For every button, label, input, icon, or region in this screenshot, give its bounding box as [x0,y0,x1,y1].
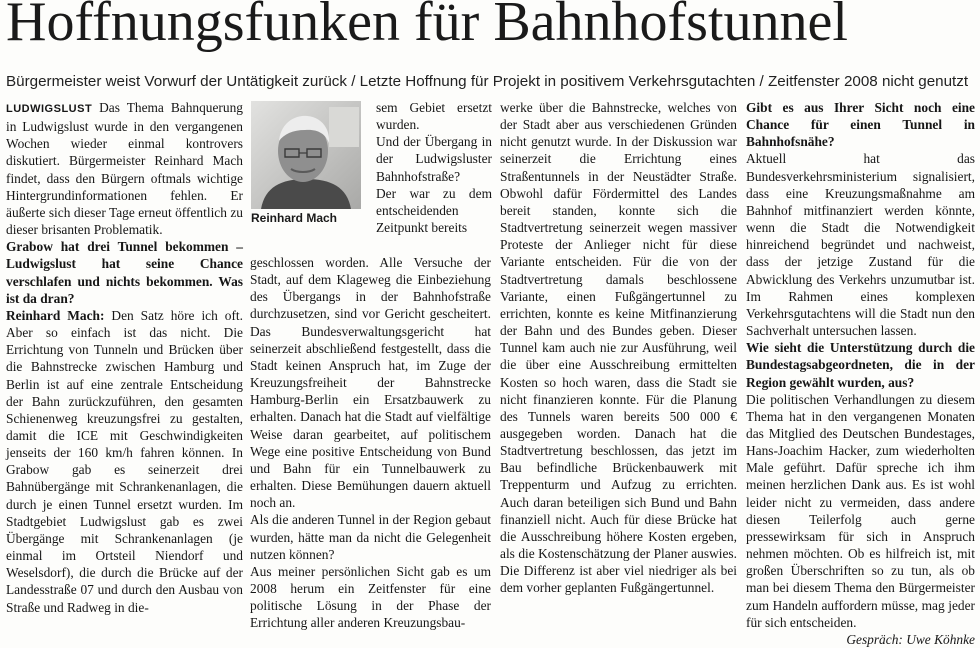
answer-4: Aktuell hat das Bundesverkehrsministerium signalisiert, dass eine Kreuzungsmaßnahme am Bahnhof mitfinanziert werden könnte, wenn die Stadt die Notwendigkeit hinreichend begründet und nachweist, dass der jetzige Zustand für die Abwicklung des Verkehrs unzumutbar ist. Im Rahmen eines komplexen Verkehrsgutachtens will die Stadt nun den Sachverhalt untersuchen lassen. [746,151,975,339]
answer-3: Aus meiner persönlichen Sicht gab es um 2008 herum ein Zeitfenster für eine politische Lösung in der Phase der Errichtung aller anderen Kreuzungsbau- [250,563,491,631]
portrait-photo [251,101,361,209]
photo-caption: Reinhard Mach [251,211,338,225]
answer-3-continued: werke über die Bahnstrecke, welches von der Stadt aber aus verschiedenen Gründen nicht genutzt wurde. In der Diskussion war seinerzeit die Errichtung eines Straßentunnels in der Neustädter Straße. Obwohl dafür Fördermittel des Landes bereit standen, konnte sich die Stadtvertretung seinerzeit wegen massiver Proteste der Anlieger nicht für diese Variante entscheiden. Für die von der Stadtvertretung damals beschlossene Variante, einen Fußgängertunnel zu errichten, konnte es keine Mitfinanzierung der Bahn und des Bundes geben. Dieser Tunnel kam auch nie zur Ausführung, weil die über eine Ausschreibung ermittelten Kosten so hoch waren, dass die Stadt sie nicht finanzieren konnte. Für die Planung des Tunnels waren bereits 500 000 € ausgegeben worden. Danach hat die Stadtvertretung beschlossen, das jetzt im Bau befindliche Brückenbauwerk mit Treppenturm und Aufzug zu errichten. Auch daran beteiligen sich Bund und Bahn finanziell nicht. Auch für diese Brücke hat die Ausschreibung höhere Kosten ergeben, als die Kostenschätzung der Planer auswies. Die Differenz ist aber viel niedriger als bei dem vorher geplanten Fußgängertunnel. [500,100,737,596]
question-3: Als die anderen Tunnel in der Region gebaut wurden, hätte man da nicht die Gelegenheit nutzen können? [250,512,491,562]
continuation-text: sem Gebiet ersetzt wurden. [376,100,492,133]
interview-credit: Gespräch: Uwe Köhnke [846,631,975,647]
article-column-2 [250,254,491,631]
portrait-image [251,101,361,209]
answer-1-text: Den Satz höre ich oft. Aber so einfach ist das nicht. Die Errichtung von Tunneln und Brücken über die Bahnstrecke zwischen Hamburg und Berlin ist auf eine zentrale Entscheidung der Bahn zurückzuführen, den gesamten Schienenweg kreuzungsfrei zu gestalten, damit die ICE mit Geschwindigkeiten jenseits der 160 km/h fahren können. In Grabow gab es seinerzeit drei Bahnübergänge mit Schrankenanlagen, die durch je einen Tunnel ersetzt wurden. Im Stadtgebiet Ludwigslust gab es zwei Übergänge mit Schrankenanlagen (je einmal im Ortsteil Niendorf und Weselsdorf), die durch die Brücke auf der Landesstraße 07 und durch den Ausbau von Straße und Radweg in die- [6,307,243,615]
dateline: LUDWIGSLUST [6,103,93,115]
intro-text: Das Thema Bahnquerung in Ludwigslust wurde in den vergangenen Wochen wieder einmal kontrovers diskutiert. Bürgermeister Reinhard Mach findet, dass den Bürgern oftmals wichtige Hintergrundinformationen fehlen. Er äußerte sich dieser Tage erneut öffentlich zu dieser brisanten Problematik. [6,100,243,238]
speaker-label: Reinhard Mach: [6,307,105,323]
answer-5: Die politischen Verhandlungen zu diesem Thema hat in den vergangenen Monaten das Mitglied des Deutschen Bundestages, Hans-Joachim Hacker, zum wiederholten Male geführt. Dafür spreche ich ihm meinen herzlichen Dank aus. Es ist wohl leider nicht zu vermeiden, dass andere diesen Teilerfolg auch gerne pressewirksam für sich in Anspruch nehmen möchten. Ob es hilfreich ist, mit großen Überschriften so zu tun, als ob man bei diesem Thema den Bürgermeister zum Handeln auffordern müsse, mag jeder für sich entscheiden. [746,391,975,630]
article-column-2-top [376,99,492,236]
article-column-4 [746,99,975,648]
answer-2: geschlossen worden. Alle Versuche der Stadt, auf dem Klageweg die Einbeziehung des Übergangs in der Bahnhofstraße durchzusetzen, sind vor Gericht gescheitert. Das Bundesverwaltungsgericht hat seinerzeit abschließend festgestellt, dass die Stadt keinen Anspruch hat, im Zuge der Kreuzungsfreiheit der Bahnstrecke Hamburg-Berlin ein Ersatzbauwerk zu erhalten. Danach hat die Stadt auf vielfältige Weise daran gearbeitet, auf politischem Wege eine positive Entscheidung von Bund und Bahn für ein Tunnelbauwerk zu erhalten. Diese Bemühungen dauern aktuell noch an. [250,255,491,511]
question-1: Grabow hat drei Tunnel bekommen – Ludwigslust hat seine Chance verschlafen und nichts bekommen. Was ist da dran? [6,239,243,306]
article-column-3 [500,99,737,597]
question-5: Wie sieht die Unterstützung durch die Bundestagsabgeordneten, die in der Region gewählt wurden, aus? [746,340,975,390]
intro-paragraph [6,99,243,238]
headline: Hoffnungsfunken für Bahnhofstunnel [6,0,848,53]
question-2: Und der Übergang in der Ludwigsluster Bahnhofstraße? [376,134,492,184]
question-4: Gibt es aus Ihrer Sicht noch eine Chance für einen Tunnel in Bahnhofsnähe? [746,100,975,150]
answer-2-start: Der war zu dem entscheidenden Zeitpunkt bereits [376,185,492,236]
answer-1 [6,307,243,616]
article-column-1 [6,99,243,616]
subheadline: Bürgermeister weist Vorwurf der Untätigkeit zurück / Letzte Hoffnung für Projekt in positivem Verkehrsgutachten / Zeitfenster 2008 nicht genutzt [6,73,969,90]
